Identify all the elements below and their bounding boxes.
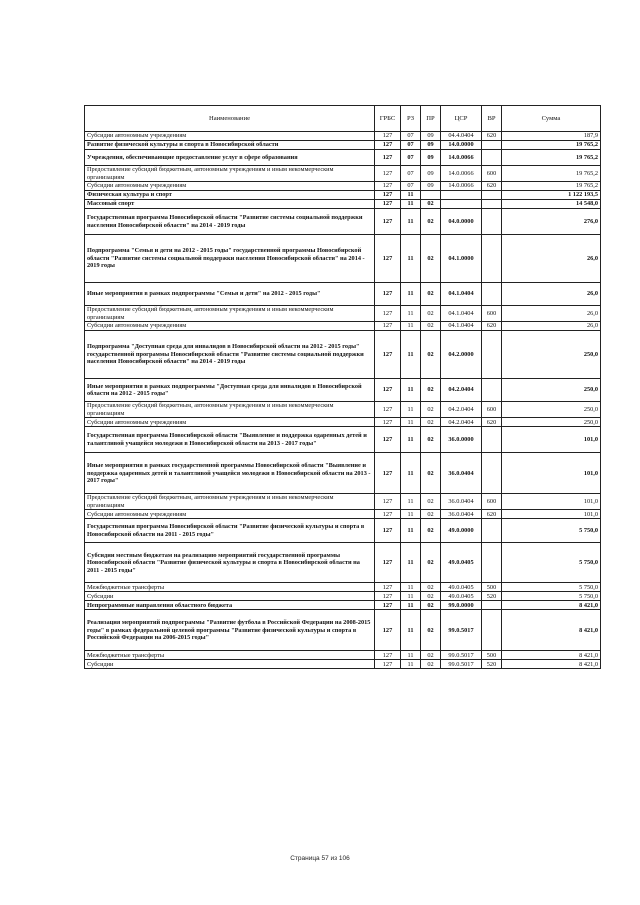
row-rz: 11 (401, 453, 421, 494)
row-csr: 04.2.0404 (441, 418, 482, 427)
row-grbs: 127 (375, 402, 401, 418)
table-row (85, 331, 601, 379)
row-pr (421, 191, 441, 200)
table-row (85, 494, 601, 510)
row-grbs: 127 (375, 191, 401, 200)
row-csr: 36.0.0000 (441, 427, 482, 453)
row-pr: 02 (421, 379, 441, 402)
row-csr: 99.0.5017 (441, 660, 482, 669)
row-name: Субсидии местным бюджетам на реализацию мероприятий государственной программы Новосибирской области "Развитие физической культуры и спорта в Новосибирской области на 2011 - 2015 годы" (85, 543, 375, 583)
row-name: Реализация мероприятий подпрограммы "Развитие футбола в Российской Федерации на 2008-2015 годы" в рамках федеральной целевой программы "Развитие физической культуры и спорта в Российской Федерации на 2006-2015 годы" (85, 610, 375, 651)
row-vr (482, 610, 502, 651)
row-sum: 250,0 (502, 418, 601, 427)
table-row (85, 306, 601, 322)
row-vr (482, 543, 502, 583)
row-vr (482, 235, 502, 283)
row-rz: 11 (401, 331, 421, 379)
table-row (85, 453, 601, 494)
table-row (85, 427, 601, 453)
table-row (85, 583, 601, 592)
row-name: Государственная программа Новосибирской области "Развитие физической культуры и спорта в Новосибирской области на 2011 - 2015 годы" (85, 519, 375, 543)
row-grbs: 127 (375, 209, 401, 235)
row-rz: 07 (401, 166, 421, 182)
row-grbs: 127 (375, 166, 401, 182)
row-vr (482, 601, 502, 610)
row-sum: 26,0 (502, 283, 601, 306)
row-sum: 101,0 (502, 427, 601, 453)
row-csr: 04.1.0404 (441, 283, 482, 306)
row-name: Субсидии автономным учреждениям (85, 132, 375, 141)
row-grbs: 127 (375, 494, 401, 510)
row-vr (482, 191, 502, 200)
row-grbs: 127 (375, 610, 401, 651)
row-sum: 276,0 (502, 209, 601, 235)
row-rz: 11 (401, 209, 421, 235)
row-grbs: 127 (375, 331, 401, 379)
row-csr: 36.0.0404 (441, 510, 482, 519)
row-pr: 02 (421, 331, 441, 379)
table-row (85, 283, 601, 306)
row-csr: 49.0.0405 (441, 543, 482, 583)
row-pr: 02 (421, 200, 441, 209)
row-grbs: 127 (375, 660, 401, 669)
table-row (85, 651, 601, 660)
row-grbs: 127 (375, 510, 401, 519)
table-row (85, 543, 601, 583)
row-vr (482, 150, 502, 166)
row-sum: 5 750,0 (502, 519, 601, 543)
row-pr: 09 (421, 132, 441, 141)
row-rz: 11 (401, 402, 421, 418)
row-sum: 19 765,2 (502, 182, 601, 191)
row-sum: 101,0 (502, 510, 601, 519)
row-rz: 11 (401, 651, 421, 660)
table-row (85, 235, 601, 283)
row-csr: 49.0.0000 (441, 519, 482, 543)
row-csr: 49.0.0405 (441, 592, 482, 601)
row-sum: 26,0 (502, 306, 601, 322)
row-csr: 04.1.0000 (441, 235, 482, 283)
table-row (85, 510, 601, 519)
row-vr (482, 200, 502, 209)
row-pr: 02 (421, 543, 441, 583)
row-grbs: 127 (375, 543, 401, 583)
table-header-row (85, 106, 601, 132)
row-sum: 26,0 (502, 322, 601, 331)
row-csr: 49.0.0405 (441, 583, 482, 592)
table-row (85, 150, 601, 166)
row-sum: 8 421,0 (502, 601, 601, 610)
row-pr: 02 (421, 592, 441, 601)
row-sum: 19 765,2 (502, 150, 601, 166)
row-pr: 02 (421, 494, 441, 510)
row-rz: 11 (401, 519, 421, 543)
row-rz: 07 (401, 150, 421, 166)
table-row (85, 182, 601, 191)
row-name: Развитие физической культуры и спорта в Новосибирской области (85, 141, 375, 150)
row-csr: 99.0.0000 (441, 601, 482, 610)
row-rz: 11 (401, 427, 421, 453)
row-csr: 04.2.0404 (441, 402, 482, 418)
row-csr: 99.0.5017 (441, 651, 482, 660)
row-pr: 02 (421, 660, 441, 669)
row-name: Предоставление субсидий бюджетным, автономным учреждениям и иным некоммерческим организациям (85, 402, 375, 418)
page-number: Страница 57 из 106 (290, 855, 350, 862)
row-name: Государственная программа Новосибирской области "Выявление и поддержка одаренных детей и талантливой учащейся молодежи в Новосибирской области на 2013 - 2017 годы" (85, 427, 375, 453)
row-name: Субсидии автономным учреждениям (85, 322, 375, 331)
row-rz: 11 (401, 494, 421, 510)
row-vr (482, 283, 502, 306)
table-row (85, 322, 601, 331)
row-csr: 99.0.5017 (441, 610, 482, 651)
row-pr: 09 (421, 166, 441, 182)
row-name: Межбюджетные трансферты (85, 651, 375, 660)
table-row (85, 660, 601, 669)
header-grbs: ГРБС (375, 106, 401, 132)
row-sum: 19 765,2 (502, 166, 601, 182)
table-row (85, 610, 601, 651)
row-grbs: 127 (375, 200, 401, 209)
row-sum: 250,0 (502, 331, 601, 379)
row-grbs: 127 (375, 235, 401, 283)
row-csr: 36.0.0404 (441, 453, 482, 494)
table-row (85, 379, 601, 402)
row-vr: 520 (482, 592, 502, 601)
row-sum: 19 765,2 (502, 141, 601, 150)
row-csr: 04.0.0000 (441, 209, 482, 235)
row-csr: 04.2.0404 (441, 379, 482, 402)
row-name: Предоставление субсидий бюджетным, автономным учреждениям и иным некоммерческим организациям (85, 306, 375, 322)
row-rz: 11 (401, 610, 421, 651)
row-name: Массовый спорт (85, 200, 375, 209)
row-pr: 02 (421, 583, 441, 592)
row-pr: 02 (421, 306, 441, 322)
row-vr (482, 379, 502, 402)
row-vr: 600 (482, 494, 502, 510)
row-vr: 600 (482, 306, 502, 322)
row-pr: 09 (421, 141, 441, 150)
row-rz: 11 (401, 592, 421, 601)
row-name: Непрограммные направления областного бюджета (85, 601, 375, 610)
row-rz: 11 (401, 510, 421, 519)
row-name: Межбюджетные трансферты (85, 583, 375, 592)
row-grbs: 127 (375, 453, 401, 494)
row-rz: 11 (401, 543, 421, 583)
header-rz: РЗ (401, 106, 421, 132)
row-pr: 02 (421, 453, 441, 494)
table-row (85, 418, 601, 427)
row-vr (482, 519, 502, 543)
row-sum: 8 421,0 (502, 660, 601, 669)
table-row (85, 132, 601, 141)
row-sum: 26,0 (502, 235, 601, 283)
row-grbs: 127 (375, 601, 401, 610)
row-name: Иные мероприятия в рамках подпрограммы "Доступная среда для инвалидов в Новосибирской области на 2012 - 2015 годы" (85, 379, 375, 402)
header-sum: Сумма (502, 106, 601, 132)
row-vr: 620 (482, 418, 502, 427)
header-csr: ЦСР (441, 106, 482, 132)
row-sum: 187,9 (502, 132, 601, 141)
row-vr (482, 427, 502, 453)
row-grbs: 127 (375, 427, 401, 453)
row-name: Подпрограмма "Доступная среда для инвалидов в Новосибирской области на 2012 - 2015 годы" государственной программы Новосибирской области "Развитие системы социальной поддержки населения Новосибирской области" на 2014 - 2019 годы (85, 331, 375, 379)
row-csr: 14.0.0066 (441, 182, 482, 191)
table-row (85, 601, 601, 610)
row-pr: 02 (421, 427, 441, 453)
row-name: Государственная программа Новосибирской области "Развитие системы социальной поддержки населения Новосибирской области" на 2014 - 2019 годы (85, 209, 375, 235)
row-csr (441, 200, 482, 209)
row-sum: 5 750,0 (502, 592, 601, 601)
row-rz: 07 (401, 182, 421, 191)
row-vr: 620 (482, 132, 502, 141)
row-csr: 04.4.0404 (441, 132, 482, 141)
row-pr: 02 (421, 601, 441, 610)
row-pr: 02 (421, 610, 441, 651)
row-name: Предоставление субсидий бюджетным, автономным учреждениям и иным некоммерческим организациям (85, 166, 375, 182)
row-name: Субсидии (85, 660, 375, 669)
row-csr (441, 191, 482, 200)
row-name: Субсидии автономным учреждениям (85, 418, 375, 427)
row-grbs: 127 (375, 306, 401, 322)
table-row (85, 200, 601, 209)
row-rz: 11 (401, 200, 421, 209)
row-pr: 02 (421, 510, 441, 519)
row-vr: 500 (482, 583, 502, 592)
header-name: Наименование (85, 106, 375, 132)
row-vr: 500 (482, 651, 502, 660)
header-pr: ПР (421, 106, 441, 132)
row-csr: 14.0.0066 (441, 150, 482, 166)
row-rz: 11 (401, 379, 421, 402)
row-rz: 11 (401, 306, 421, 322)
row-pr: 02 (421, 209, 441, 235)
table-row (85, 402, 601, 418)
row-pr: 02 (421, 651, 441, 660)
row-name: Физическая культура и спорт (85, 191, 375, 200)
row-name: Учреждения, обеспечивающие предоставление услуг в сфере образования (85, 150, 375, 166)
row-grbs: 127 (375, 182, 401, 191)
row-sum: 14 548,0 (502, 200, 601, 209)
row-sum: 5 750,0 (502, 543, 601, 583)
table-row (85, 141, 601, 150)
row-sum: 8 421,0 (502, 651, 601, 660)
row-pr: 09 (421, 150, 441, 166)
row-rz: 11 (401, 235, 421, 283)
row-grbs: 127 (375, 150, 401, 166)
row-grbs: 127 (375, 651, 401, 660)
row-sum: 1 122 193,5 (502, 191, 601, 200)
row-name: Субсидии (85, 592, 375, 601)
row-rz: 11 (401, 583, 421, 592)
row-rz: 11 (401, 283, 421, 306)
row-rz: 07 (401, 132, 421, 141)
row-name: Субсидии автономным учреждениям (85, 510, 375, 519)
row-vr: 620 (482, 510, 502, 519)
row-pr: 09 (421, 182, 441, 191)
row-sum: 8 421,0 (502, 610, 601, 651)
row-name: Предоставление субсидий бюджетным, автономным учреждениям и иным некоммерческим организациям (85, 494, 375, 510)
table-row (85, 519, 601, 543)
table-body (85, 132, 601, 669)
row-vr: 620 (482, 182, 502, 191)
row-vr: 520 (482, 660, 502, 669)
row-vr (482, 331, 502, 379)
row-grbs: 127 (375, 519, 401, 543)
header-vr: ВР (482, 106, 502, 132)
row-sum: 101,0 (502, 494, 601, 510)
row-rz: 11 (401, 322, 421, 331)
row-rz: 07 (401, 141, 421, 150)
row-grbs: 127 (375, 283, 401, 306)
row-name: Субсидии автономным учреждениям (85, 182, 375, 191)
row-sum: 250,0 (502, 402, 601, 418)
row-name: Иные мероприятия в рамках подпрограммы "Семья и дети" на 2012 - 2015 годы" (85, 283, 375, 306)
table-row (85, 166, 601, 182)
row-vr (482, 453, 502, 494)
row-vr: 600 (482, 166, 502, 182)
row-pr: 02 (421, 402, 441, 418)
row-grbs: 127 (375, 132, 401, 141)
row-vr: 620 (482, 322, 502, 331)
row-vr (482, 209, 502, 235)
row-grbs: 127 (375, 418, 401, 427)
row-rz: 11 (401, 191, 421, 200)
row-vr (482, 141, 502, 150)
row-rz: 11 (401, 418, 421, 427)
budget-table (84, 105, 601, 669)
row-sum: 101,0 (502, 453, 601, 494)
table-row (85, 191, 601, 200)
row-rz: 11 (401, 601, 421, 610)
table-row (85, 209, 601, 235)
row-sum: 5 750,0 (502, 583, 601, 592)
row-vr: 600 (482, 402, 502, 418)
row-grbs: 127 (375, 592, 401, 601)
row-csr: 04.1.0404 (441, 322, 482, 331)
row-name: Подпрограмма "Семья и дети на 2012 - 2015 годы" государственной программы Новосибирской области "Развитие системы социальной поддержки населения Новосибирской области" на 2014 - 2019 годы (85, 235, 375, 283)
row-pr: 02 (421, 322, 441, 331)
row-pr: 02 (421, 235, 441, 283)
row-csr: 04.2.0000 (441, 331, 482, 379)
row-csr: 14.0.0000 (441, 141, 482, 150)
row-csr: 36.0.0404 (441, 494, 482, 510)
row-grbs: 127 (375, 141, 401, 150)
row-csr: 14.0.0066 (441, 166, 482, 182)
row-pr: 02 (421, 283, 441, 306)
row-rz: 11 (401, 660, 421, 669)
table-row (85, 592, 601, 601)
row-pr: 02 (421, 418, 441, 427)
row-pr: 02 (421, 519, 441, 543)
row-grbs: 127 (375, 583, 401, 592)
row-grbs: 127 (375, 322, 401, 331)
row-grbs: 127 (375, 379, 401, 402)
row-sum: 250,0 (502, 379, 601, 402)
row-csr: 04.1.0404 (441, 306, 482, 322)
row-name: Иные мероприятия в рамках государственной программы Новосибирской области "Выявление и поддержка одаренных детей и талантливой учащейся молодежи в Новосибирской области на 2013 - 2017 годы" (85, 453, 375, 494)
